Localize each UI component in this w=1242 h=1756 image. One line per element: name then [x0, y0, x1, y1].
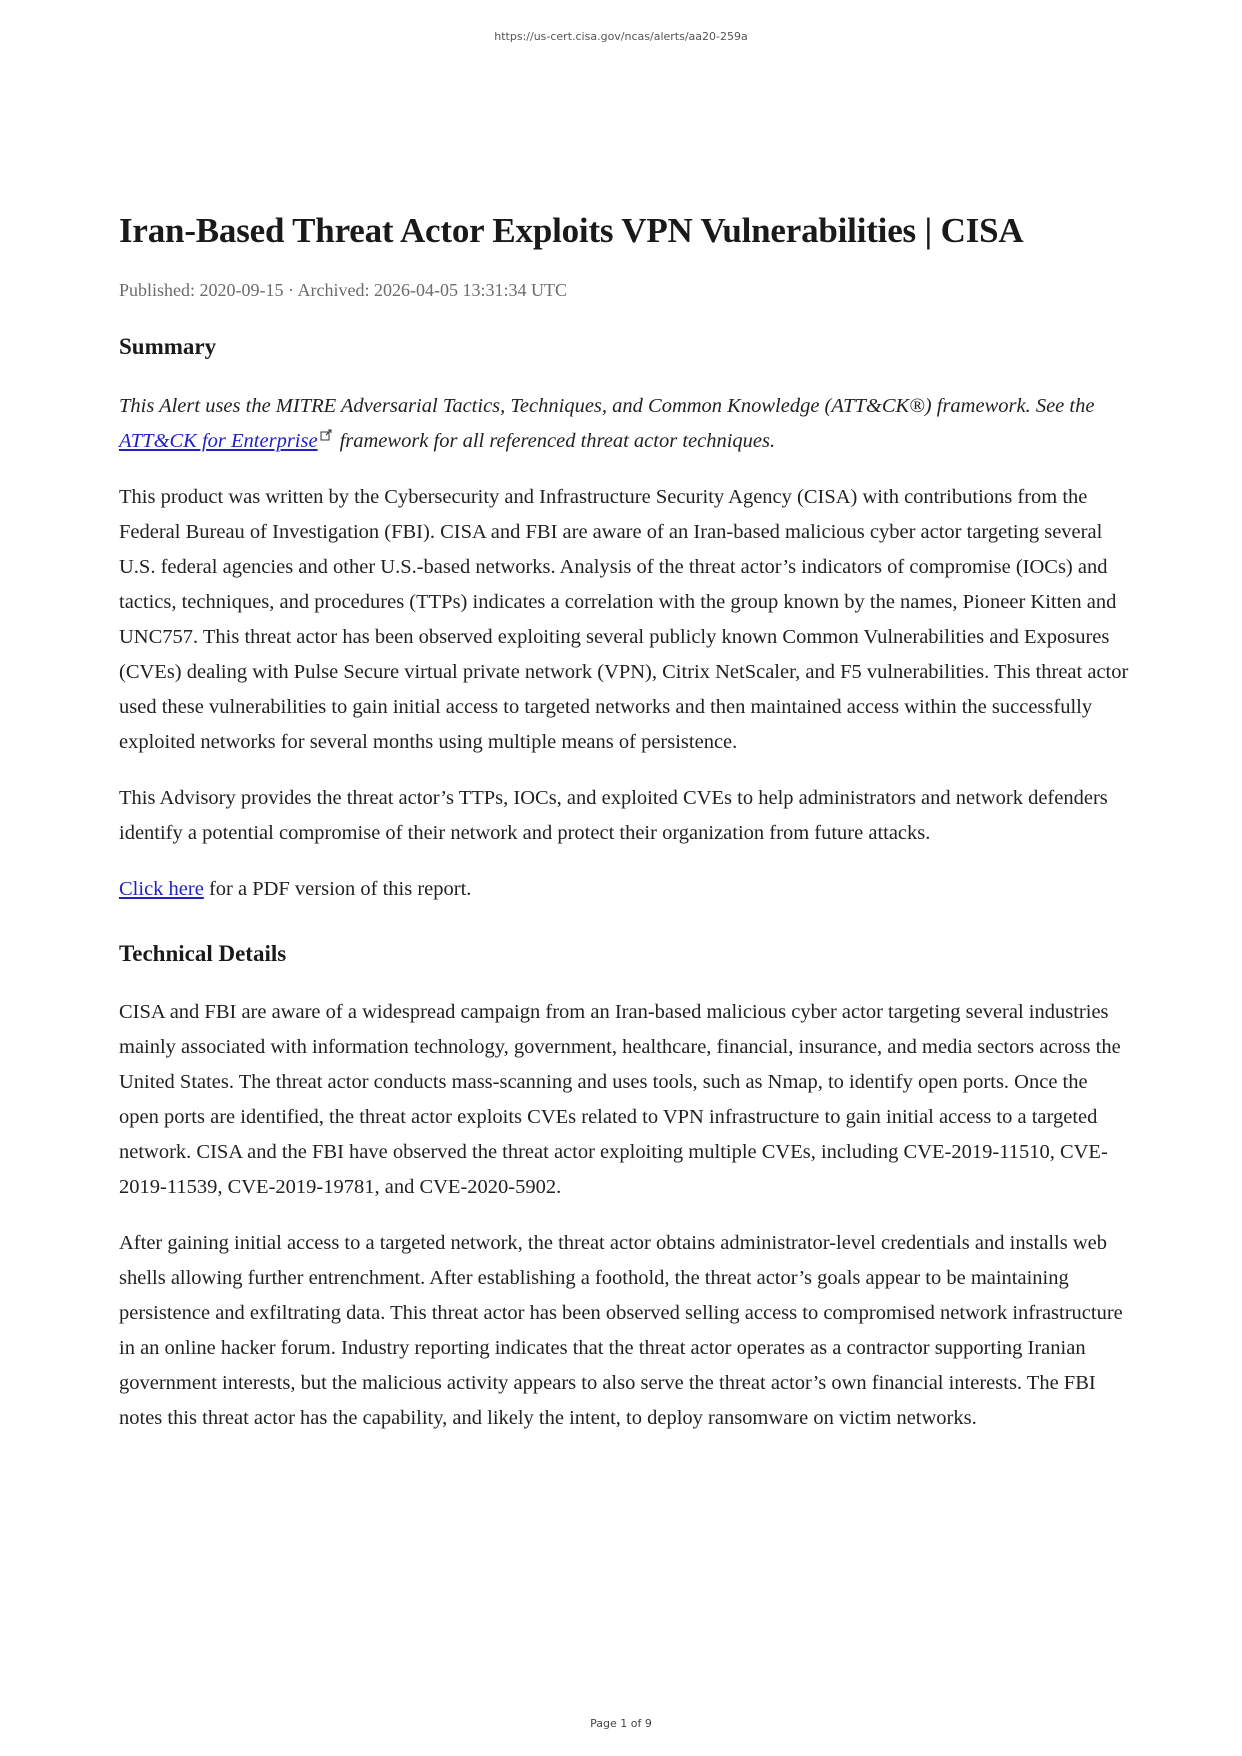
external-link-icon — [320, 429, 332, 441]
pdf-paragraph — [119, 872, 1129, 907]
intro-text: This Alert uses the MITRE Adversarial Tactics, Techniques, and Common Knowledge (ATT&CK®) framework. See the — [119, 395, 1095, 417]
summary-paragraph: This Advisory provides the threat actor’s TTPs, IOCs, and exploited CVEs to help administrators and network defenders identify a potential compromise of their network and protect their organization from future attacks. — [119, 787, 1108, 844]
attck-enterprise-link[interactable]: ATT&CK for Enterprise — [119, 430, 318, 452]
technical-paragraph: CISA and FBI are aware of a widespread campaign from an Iran-based malicious cyber actor targeting several industries mainly associated with information technology, government, healthcare, financial, insurance, and media sectors across the United States. The threat actor conducts mass-scanning and uses tools, such as Nmap, to identify open ports. Once the open ports are identified, the threat actor exploits CVEs related to VPN infrastructure to gain initial access to a targeted network. CISA and the FBI have observed the threat actor exploiting multiple CVEs, including CVE-2019-11510, CVE-2019-11539, CVE-2019-19781, and CVE-2020-5902. — [119, 1001, 1121, 1198]
page-title: Iran-Based Threat Actor Exploits VPN Vulnerabilities | CISA — [119, 211, 1024, 250]
page-number: Page 1 of 9 — [590, 1717, 652, 1730]
article — [119, 210, 1129, 1436]
page-url-header: https://us-cert.cisa.gov/ncas/alerts/aa20-259a — [494, 30, 748, 43]
summary-heading: Summary — [119, 334, 217, 359]
technical-details-heading: Technical Details — [119, 941, 287, 966]
attck-intro-paragraph — [119, 389, 1129, 459]
summary-paragraph: This product was written by the Cybersecurity and Infrastructure Security Agency (CISA) with contributions from the Federal Bureau of Investigation (FBI). CISA and FBI are aware of an Iran-based malicious cyber actor targeting several U.S. federal agencies and other U.S.-based networks. Analysis of the threat actor’s indicators of compromise (IOCs) and tactics, techniques, and procedures (TTPs) indicates a correlation with the group known by the names, Pioneer Kitten and UNC757. This threat actor has been observed exploiting several publicly known Common Vulnerabilities and Exposures (CVEs) dealing with Pulse Secure virtual private network (VPN), Citrix NetScaler, and F5 vulnerabilities. This threat actor used these vulnerabilities to gain initial access to targeted networks and then maintained access within the successfully exploited networks for several months using multiple means of persistence. — [119, 486, 1129, 753]
pdf-version-link[interactable]: Click here — [119, 878, 204, 900]
technical-paragraph: After gaining initial access to a targeted network, the threat actor obtains administrator-level credentials and installs web shells allowing further entrenchment. After establishing a foothold, the threat actor’s goals appear to be maintaining persistence and exfiltrating data. This threat actor has been observed selling access to compromised network infrastructure in an online hacker forum. Industry reporting indicates that the threat actor operates as a contractor supporting Iranian government interests, but the malicious activity appears to also serve the threat actor’s own financial interests. The FBI notes this threat actor has the capability, and likely the intent, to deploy ransomware on victim networks. — [119, 1232, 1123, 1429]
pdf-text: for a PDF version of this report. — [203, 878, 472, 900]
publication-meta: Published: 2020-09-15 · Archived: 2026-04-05 13:31:34 UTC — [119, 280, 567, 300]
intro-text-end: framework for all referenced threat actor techniques. — [339, 430, 776, 452]
